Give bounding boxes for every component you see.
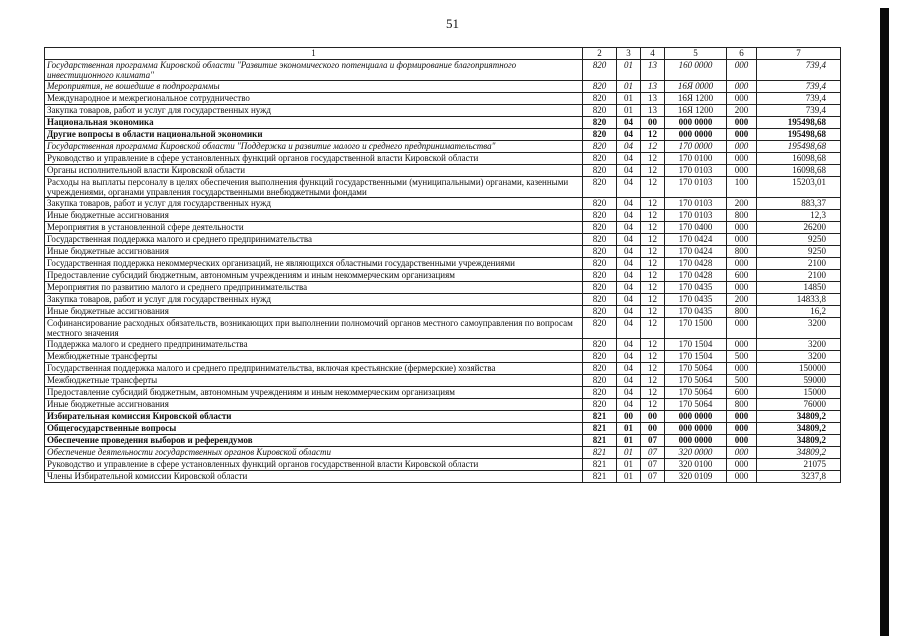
row-name-cell: Иные бюджетные ассигнования [45, 246, 583, 258]
scan-edge-bar [880, 8, 889, 636]
budget-table [44, 47, 841, 483]
row-ved-cell: 820 [583, 141, 617, 153]
row-expense-type-cell: 000 [727, 141, 757, 153]
row-section-cell: 01 [617, 105, 641, 117]
table-row [45, 81, 841, 93]
row-name-cell: Иные бюджетные ассигнования [45, 399, 583, 411]
row-name-cell: Государственная поддержка малого и среднего предпринимательства [45, 234, 583, 246]
row-ved-cell: 821 [583, 471, 617, 483]
row-section-cell: 04 [617, 339, 641, 351]
row-section-cell: 01 [617, 435, 641, 447]
row-subsection-cell: 13 [641, 60, 665, 81]
row-amount-cell: 2100 [757, 258, 841, 270]
row-target-article-cell: 320 0100 [665, 459, 727, 471]
row-expense-type-cell: 200 [727, 294, 757, 306]
row-subsection-cell: 12 [641, 399, 665, 411]
row-section-cell: 04 [617, 153, 641, 165]
row-target-article-cell: 170 5064 [665, 375, 727, 387]
row-section-cell: 04 [617, 177, 641, 198]
row-section-cell: 04 [617, 387, 641, 399]
row-expense-type-cell: 600 [727, 387, 757, 399]
column-header: 2 [583, 48, 617, 60]
row-subsection-cell: 12 [641, 306, 665, 318]
table-row [45, 435, 841, 447]
row-ved-cell: 820 [583, 258, 617, 270]
row-name-cell: Межбюджетные трансферты [45, 351, 583, 363]
row-name-cell: Руководство и управление в сфере установленных функций органов государственной власти Кировской области [45, 459, 583, 471]
row-expense-type-cell: 000 [727, 60, 757, 81]
row-name-cell: Руководство и управление в сфере установленных функций органов государственной власти Кировской области [45, 153, 583, 165]
row-ved-cell: 820 [583, 294, 617, 306]
row-subsection-cell: 12 [641, 222, 665, 234]
row-section-cell: 04 [617, 234, 641, 246]
row-ved-cell: 820 [583, 387, 617, 399]
row-subsection-cell: 12 [641, 294, 665, 306]
row-amount-cell: 195498,68 [757, 117, 841, 129]
row-name-cell: Государственная поддержка некоммерческих организаций, не являющихся областными государственными учреждениями [45, 258, 583, 270]
row-amount-cell: 3237,8 [757, 471, 841, 483]
row-ved-cell: 820 [583, 60, 617, 81]
row-target-article-cell: 16Я 1200 [665, 93, 727, 105]
row-subsection-cell: 12 [641, 339, 665, 351]
row-subsection-cell: 12 [641, 165, 665, 177]
row-ved-cell: 820 [583, 153, 617, 165]
row-section-cell: 04 [617, 165, 641, 177]
row-target-article-cell: 170 5064 [665, 363, 727, 375]
row-name-cell: Предоставление субсидий бюджетным, автономным учреждениям и иным некоммерческим организациям [45, 270, 583, 282]
row-name-cell: Члены Избирательной комиссии Кировской области [45, 471, 583, 483]
row-name-cell: Иные бюджетные ассигнования [45, 210, 583, 222]
row-expense-type-cell: 000 [727, 93, 757, 105]
row-amount-cell: 59000 [757, 375, 841, 387]
row-name-cell: Мероприятия по развитию малого и среднего предпринимательства [45, 282, 583, 294]
table-row [45, 222, 841, 234]
row-expense-type-cell: 100 [727, 177, 757, 198]
row-subsection-cell: 12 [641, 270, 665, 282]
row-ved-cell: 820 [583, 105, 617, 117]
row-section-cell: 04 [617, 363, 641, 375]
row-target-article-cell: 170 0424 [665, 246, 727, 258]
row-name-cell: Избирательная комиссия Кировской области [45, 411, 583, 423]
row-name-cell: Обеспечение деятельности государственных органов Кировской области [45, 447, 583, 459]
row-amount-cell: 34809,2 [757, 435, 841, 447]
row-subsection-cell: 12 [641, 246, 665, 258]
table-row [45, 294, 841, 306]
row-target-article-cell: 170 0435 [665, 306, 727, 318]
row-name-cell: Государственная программа Кировской области "Развитие экономического потенциала и формирование благоприятного инвестиционного климата" [45, 60, 583, 81]
row-subsection-cell: 12 [641, 129, 665, 141]
row-section-cell: 04 [617, 375, 641, 387]
row-target-article-cell: 170 5064 [665, 387, 727, 399]
row-target-article-cell: 16Я 1200 [665, 105, 727, 117]
row-expense-type-cell: 800 [727, 399, 757, 411]
row-target-article-cell: 320 0109 [665, 471, 727, 483]
table-row [45, 234, 841, 246]
row-amount-cell: 9250 [757, 246, 841, 258]
row-name-cell: Закупка товаров, работ и услуг для государственных нужд [45, 294, 583, 306]
row-amount-cell: 3200 [757, 318, 841, 339]
row-ved-cell: 820 [583, 363, 617, 375]
row-amount-cell: 739,4 [757, 105, 841, 117]
row-section-cell: 01 [617, 459, 641, 471]
row-amount-cell: 12,3 [757, 210, 841, 222]
table-row [45, 363, 841, 375]
row-target-article-cell: 160 0000 [665, 60, 727, 81]
row-subsection-cell: 00 [641, 423, 665, 435]
row-expense-type-cell: 000 [727, 153, 757, 165]
row-name-cell: Предоставление субсидий бюджетным, автономным учреждениям и иным некоммерческим организациям [45, 387, 583, 399]
row-subsection-cell: 12 [641, 318, 665, 339]
row-section-cell: 04 [617, 351, 641, 363]
row-ved-cell: 820 [583, 177, 617, 198]
row-subsection-cell: 07 [641, 447, 665, 459]
row-expense-type-cell: 000 [727, 258, 757, 270]
row-ved-cell: 820 [583, 117, 617, 129]
row-expense-type-cell: 000 [727, 423, 757, 435]
row-expense-type-cell: 000 [727, 339, 757, 351]
table-row [45, 93, 841, 105]
table-row [45, 375, 841, 387]
table-row [45, 270, 841, 282]
table-row [45, 198, 841, 210]
row-amount-cell: 2100 [757, 270, 841, 282]
row-ved-cell: 820 [583, 318, 617, 339]
table-row [45, 105, 841, 117]
row-name-cell: Государственная программа Кировской области "Поддержка и развитие малого и среднего предпринимательства" [45, 141, 583, 153]
row-subsection-cell: 13 [641, 105, 665, 117]
row-section-cell: 04 [617, 282, 641, 294]
row-section-cell: 04 [617, 270, 641, 282]
row-target-article-cell: 170 0435 [665, 294, 727, 306]
row-target-article-cell: 320 0000 [665, 447, 727, 459]
row-section-cell: 04 [617, 306, 641, 318]
page-number: 51 [446, 16, 459, 31]
row-amount-cell: 76000 [757, 399, 841, 411]
column-header: 1 [45, 48, 583, 60]
row-name-cell: Поддержка малого и среднего предпринимательства [45, 339, 583, 351]
row-subsection-cell: 12 [641, 177, 665, 198]
row-target-article-cell: 170 0424 [665, 234, 727, 246]
row-subsection-cell: 07 [641, 459, 665, 471]
row-amount-cell: 21075 [757, 459, 841, 471]
row-amount-cell: 3200 [757, 351, 841, 363]
row-name-cell: Общегосударственные вопросы [45, 423, 583, 435]
row-target-article-cell: 170 0000 [665, 141, 727, 153]
table-row [45, 129, 841, 141]
row-amount-cell: 16,2 [757, 306, 841, 318]
row-expense-type-cell: 000 [727, 411, 757, 423]
row-subsection-cell: 12 [641, 387, 665, 399]
row-expense-type-cell: 800 [727, 306, 757, 318]
row-name-cell: Иные бюджетные ассигнования [45, 306, 583, 318]
row-subsection-cell: 12 [641, 258, 665, 270]
row-ved-cell: 820 [583, 234, 617, 246]
row-subsection-cell: 00 [641, 411, 665, 423]
row-expense-type-cell: 000 [727, 222, 757, 234]
table-row [45, 306, 841, 318]
row-subsection-cell: 12 [641, 234, 665, 246]
row-name-cell: Государственная поддержка малого и среднего предпринимательства, включая крестьянские (фермерские) хозяйства [45, 363, 583, 375]
table-row [45, 411, 841, 423]
row-amount-cell: 195498,68 [757, 129, 841, 141]
row-target-article-cell: 170 1504 [665, 339, 727, 351]
row-amount-cell: 739,4 [757, 60, 841, 81]
row-amount-cell: 34809,2 [757, 411, 841, 423]
row-subsection-cell: 07 [641, 435, 665, 447]
row-expense-type-cell: 000 [727, 435, 757, 447]
row-subsection-cell: 12 [641, 210, 665, 222]
row-expense-type-cell: 000 [727, 81, 757, 93]
row-ved-cell: 820 [583, 198, 617, 210]
row-ved-cell: 820 [583, 129, 617, 141]
row-subsection-cell: 12 [641, 153, 665, 165]
table-row [45, 246, 841, 258]
row-expense-type-cell: 000 [727, 471, 757, 483]
table-row [45, 153, 841, 165]
column-header: 5 [665, 48, 727, 60]
row-amount-cell: 15000 [757, 387, 841, 399]
row-section-cell: 04 [617, 210, 641, 222]
row-name-cell: Национальная экономика [45, 117, 583, 129]
row-section-cell: 01 [617, 423, 641, 435]
table-row [45, 141, 841, 153]
row-section-cell: 01 [617, 60, 641, 81]
row-target-article-cell: 000 0000 [665, 423, 727, 435]
table-row [45, 318, 841, 339]
column-header: 6 [727, 48, 757, 60]
header-row [45, 48, 841, 60]
table-row [45, 117, 841, 129]
row-expense-type-cell: 000 [727, 234, 757, 246]
row-amount-cell: 9250 [757, 234, 841, 246]
row-section-cell: 01 [617, 93, 641, 105]
row-expense-type-cell: 200 [727, 105, 757, 117]
row-ved-cell: 821 [583, 423, 617, 435]
table-row [45, 351, 841, 363]
row-section-cell: 01 [617, 81, 641, 93]
row-target-article-cell: 000 0000 [665, 411, 727, 423]
row-section-cell: 04 [617, 318, 641, 339]
table-row [45, 387, 841, 399]
row-name-cell: Расходы на выплаты персоналу в целях обеспечения выполнения функций государственными (муниципальными) органами, казенными учреждениями, органами управления государственными внебюджетными фондами [45, 177, 583, 198]
row-ved-cell: 820 [583, 93, 617, 105]
row-target-article-cell: 170 0100 [665, 153, 727, 165]
row-ved-cell: 821 [583, 435, 617, 447]
table-row [45, 210, 841, 222]
row-ved-cell: 821 [583, 411, 617, 423]
column-header: 4 [641, 48, 665, 60]
row-expense-type-cell: 000 [727, 459, 757, 471]
table-row [45, 471, 841, 483]
row-target-article-cell: 000 0000 [665, 129, 727, 141]
row-expense-type-cell: 000 [727, 363, 757, 375]
table-row [45, 447, 841, 459]
row-subsection-cell: 12 [641, 282, 665, 294]
row-target-article-cell: 170 0103 [665, 210, 727, 222]
row-target-article-cell: 170 1504 [665, 351, 727, 363]
table-row [45, 60, 841, 81]
row-ved-cell: 820 [583, 270, 617, 282]
row-name-cell: Обеспечение проведения выборов и референдумов [45, 435, 583, 447]
row-expense-type-cell: 000 [727, 165, 757, 177]
row-amount-cell: 739,4 [757, 93, 841, 105]
table-row [45, 282, 841, 294]
row-subsection-cell: 12 [641, 141, 665, 153]
row-name-cell: Международное и межрегиональное сотрудничество [45, 93, 583, 105]
row-target-article-cell: 170 5064 [665, 399, 727, 411]
table-row [45, 459, 841, 471]
row-target-article-cell: 170 0103 [665, 198, 727, 210]
row-target-article-cell: 16Я 0000 [665, 81, 727, 93]
row-section-cell: 00 [617, 411, 641, 423]
row-amount-cell: 739,4 [757, 81, 841, 93]
table-row [45, 258, 841, 270]
table-row [45, 423, 841, 435]
table-row [45, 177, 841, 198]
row-name-cell: Мероприятия, не вошедшие в подпрограммы [45, 81, 583, 93]
row-ved-cell: 820 [583, 351, 617, 363]
row-subsection-cell: 12 [641, 363, 665, 375]
row-amount-cell: 195498,68 [757, 141, 841, 153]
row-target-article-cell: 170 0103 [665, 165, 727, 177]
column-header: 7 [757, 48, 841, 60]
row-expense-type-cell: 000 [727, 318, 757, 339]
row-amount-cell: 14833,8 [757, 294, 841, 306]
row-target-article-cell: 170 1500 [665, 318, 727, 339]
table-row [45, 339, 841, 351]
table-body [45, 60, 841, 483]
table-row [45, 399, 841, 411]
column-header: 3 [617, 48, 641, 60]
row-ved-cell: 821 [583, 447, 617, 459]
row-ved-cell: 820 [583, 81, 617, 93]
row-section-cell: 04 [617, 246, 641, 258]
row-ved-cell: 820 [583, 282, 617, 294]
row-ved-cell: 820 [583, 165, 617, 177]
row-section-cell: 04 [617, 141, 641, 153]
row-ved-cell: 820 [583, 306, 617, 318]
row-section-cell: 04 [617, 258, 641, 270]
row-name-cell: Мероприятия в установленной сфере деятельности [45, 222, 583, 234]
row-target-article-cell: 170 0435 [665, 282, 727, 294]
row-amount-cell: 3200 [757, 339, 841, 351]
row-ved-cell: 820 [583, 399, 617, 411]
row-expense-type-cell: 000 [727, 447, 757, 459]
row-amount-cell: 16098,68 [757, 165, 841, 177]
row-ved-cell: 820 [583, 246, 617, 258]
row-section-cell: 04 [617, 117, 641, 129]
row-subsection-cell: 00 [641, 117, 665, 129]
row-subsection-cell: 07 [641, 471, 665, 483]
row-expense-type-cell: 600 [727, 270, 757, 282]
row-section-cell: 04 [617, 198, 641, 210]
row-amount-cell: 150000 [757, 363, 841, 375]
row-name-cell: Органы исполнительной власти Кировской области [45, 165, 583, 177]
row-amount-cell: 14850 [757, 282, 841, 294]
row-ved-cell: 820 [583, 222, 617, 234]
row-subsection-cell: 12 [641, 351, 665, 363]
row-expense-type-cell: 000 [727, 282, 757, 294]
row-name-cell: Софинансирование расходных обязательств, возникающих при выполнении полномочий органов местного самоуправления по вопросам местного значения [45, 318, 583, 339]
row-ved-cell: 820 [583, 210, 617, 222]
row-expense-type-cell: 500 [727, 375, 757, 387]
row-subsection-cell: 12 [641, 198, 665, 210]
row-name-cell: Межбюджетные трансферты [45, 375, 583, 387]
row-section-cell: 01 [617, 471, 641, 483]
row-section-cell: 04 [617, 222, 641, 234]
row-subsection-cell: 13 [641, 93, 665, 105]
row-expense-type-cell: 800 [727, 246, 757, 258]
row-target-article-cell: 170 0428 [665, 258, 727, 270]
row-name-cell: Закупка товаров, работ и услуг для государственных нужд [45, 105, 583, 117]
row-expense-type-cell: 500 [727, 351, 757, 363]
row-amount-cell: 16098,68 [757, 153, 841, 165]
row-ved-cell: 820 [583, 375, 617, 387]
row-subsection-cell: 13 [641, 81, 665, 93]
table-row [45, 165, 841, 177]
row-expense-type-cell: 200 [727, 198, 757, 210]
row-section-cell: 01 [617, 447, 641, 459]
row-expense-type-cell: 800 [727, 210, 757, 222]
row-section-cell: 04 [617, 399, 641, 411]
row-amount-cell: 26200 [757, 222, 841, 234]
row-target-article-cell: 000 0000 [665, 117, 727, 129]
row-section-cell: 04 [617, 129, 641, 141]
row-target-article-cell: 000 0000 [665, 435, 727, 447]
row-ved-cell: 820 [583, 339, 617, 351]
row-subsection-cell: 12 [641, 375, 665, 387]
row-expense-type-cell: 000 [727, 117, 757, 129]
row-target-article-cell: 170 0428 [665, 270, 727, 282]
row-name-cell: Другие вопросы в области национальной экономики [45, 129, 583, 141]
row-amount-cell: 15203,01 [757, 177, 841, 198]
row-amount-cell: 883,37 [757, 198, 841, 210]
row-name-cell: Закупка товаров, работ и услуг для государственных нужд [45, 198, 583, 210]
row-section-cell: 04 [617, 294, 641, 306]
row-target-article-cell: 170 0400 [665, 222, 727, 234]
row-target-article-cell: 170 0103 [665, 177, 727, 198]
row-ved-cell: 821 [583, 459, 617, 471]
row-amount-cell: 34809,2 [757, 447, 841, 459]
row-expense-type-cell: 000 [727, 129, 757, 141]
row-amount-cell: 34809,2 [757, 423, 841, 435]
